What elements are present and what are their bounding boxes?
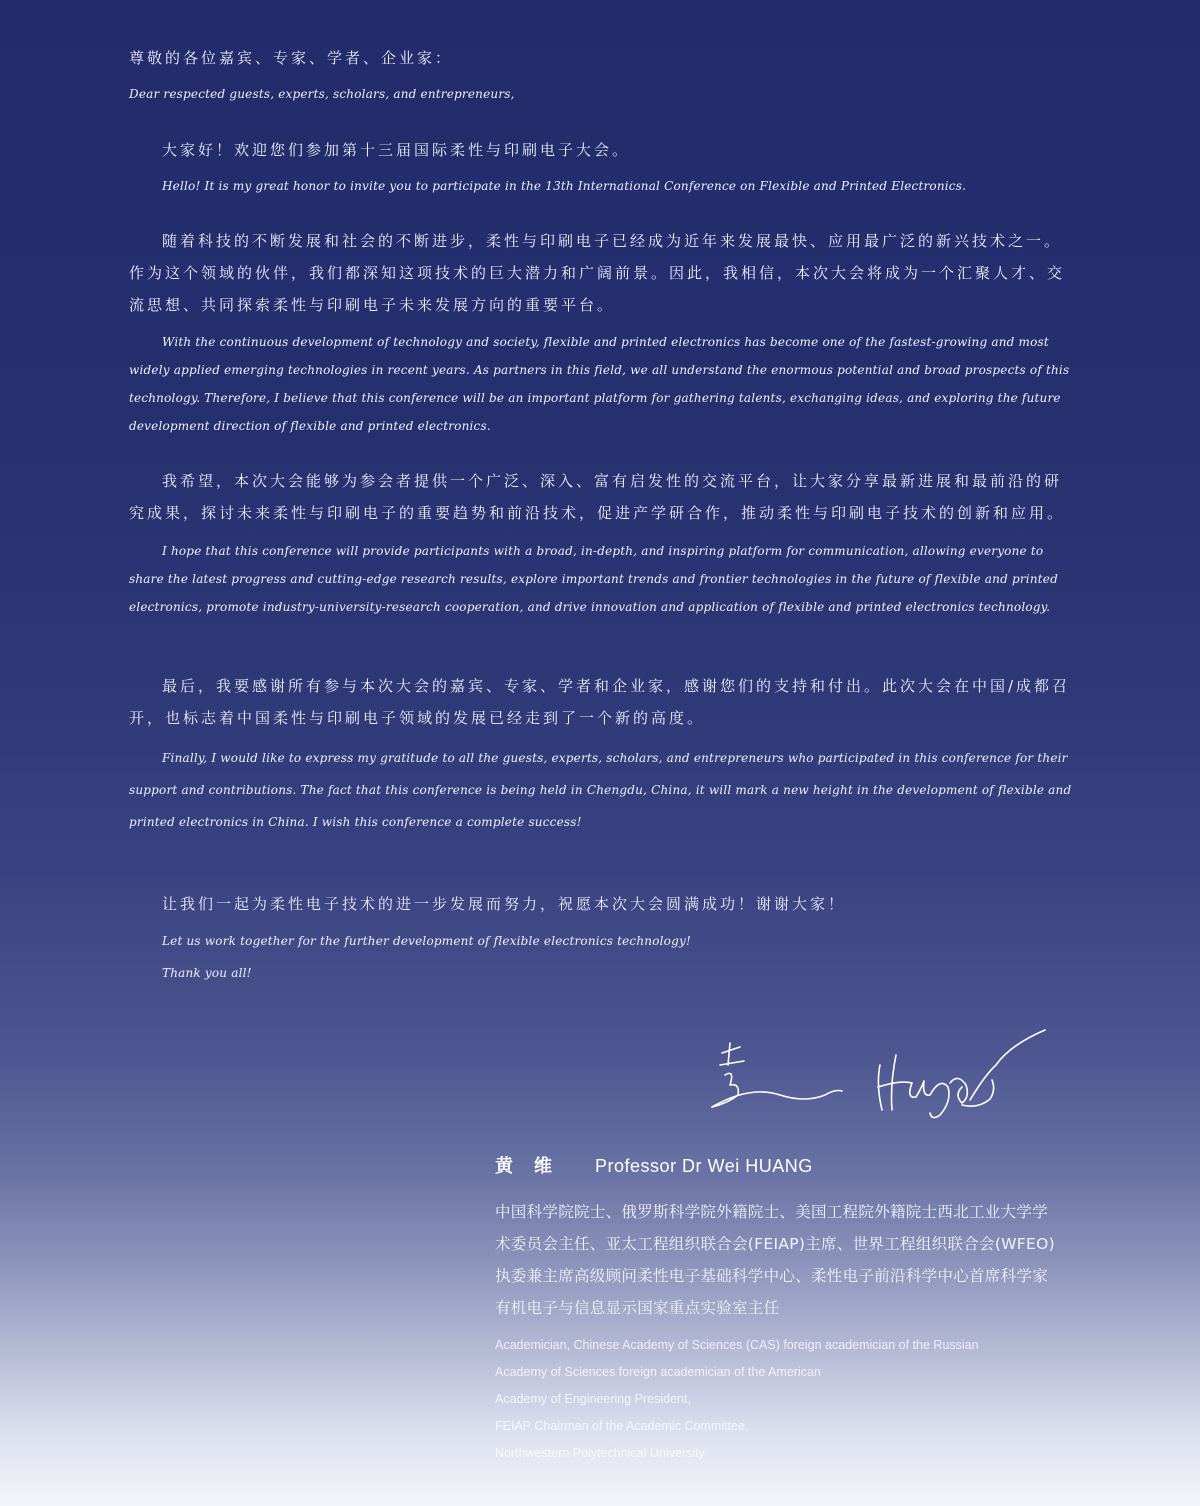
title-zh-line: 术委员会主任、亚太工程组织联合会(FEIAP)主席、世界工程组织联合会(WFEO) [495, 1235, 1055, 1253]
paragraph-3-zh: 最后，我要感谢所有参与本次大会的嘉宾、专家、学者和企业家，感谢您们的支持和付出。此次大会在中国/成都召开，也标志着中国柔性与印刷电子领域的发展已经走到了一个新的高度。 [129, 677, 1071, 727]
greeting-zh: 大家好！欢迎您们参加第十三届国际柔性与印刷电子大会。 [162, 141, 631, 159]
closing-en-line-1: Let us work together for the further development of flexible electronics technology! [162, 934, 691, 948]
closing-zh: 让我们一起为柔性电子技术的进一步发展而努力，祝愿本次大会圆满成功！谢谢大家！ [162, 895, 847, 913]
title-en-line: Northwestern Polytechnical University [495, 1446, 705, 1460]
greeting-en: Hello! It is my great honor to invite you to participate in the 13th International Conference on Flexible and Printed Electronics. [162, 179, 967, 193]
salutation-zh: 尊敬的各位嘉宾、专家、学者、企业家： [129, 49, 454, 67]
paragraph-3-en: Finally, I would like to express my gratitude to all the guests, experts, scholars, and entrepreneurs who participated in this conference for their support and contributions. The fact that this conference is being held in Chengdu, China, it will mark a new height in the development of flexible and printed electronics in China. I wish this conference a complete success! [129, 751, 1072, 829]
signer-titles-zh [495, 1196, 1085, 1324]
title-en-line: Academy of Engineering President, [495, 1392, 691, 1406]
paragraph-1-zh: 随着科技的不断发展和社会的不断进步，柔性与印刷电子已经成为近年来发展最快、应用最广泛的新兴技术之一。作为这个领域的伙伴，我们都深知这项技术的巨大潜力和广阔前景。因此，我相信，本次大会将成为一个汇聚人才、交流思想、共同探索柔性与印刷电子未来发展方向的重要平台。 [129, 232, 1066, 314]
title-zh-line: 中国科学院院士、俄罗斯科学院外籍院士、美国工程院外籍院士西北工业大学学 [495, 1203, 1049, 1221]
paragraph-1-en: With the continuous development of technology and society, flexible and printed electronics has become one of the fastest-growing and most widely applied emerging technologies in recent years. As partners in this field, we all understand the enormous potential and broad prospects of this technology. Therefore, I believe that this conference will be an important platform for gathering talents, exchanging ideas, and exploring the future development direction of flexible and printed electronics. [129, 335, 1070, 433]
title-en-line: Academy of Sciences foreign academician of the American [495, 1365, 821, 1379]
title-en-line: FEIAP Chairman of the Academic Committee, [495, 1419, 749, 1433]
title-zh-line: 有机电子与信息显示国家重点实验室主任 [495, 1299, 780, 1317]
closing-en-line-2: Thank you all! [162, 966, 252, 980]
signer-name [495, 1152, 813, 1178]
paragraph-2-en: I hope that this conference will provide participants with a broad, in-depth, and inspiring platform for communication, allowing everyone to share the latest progress and cutting-edge research results, explore important trends and frontier technologies in the future of flexible and printed electronics, promote industry-university-research cooperation, and drive innovation and application of flexible and printed electronics technology. [129, 544, 1058, 614]
title-zh-line: 执委兼主席高级顾问柔性电子基础科学中心、柔性电子前沿科学中心首席科学家 [495, 1267, 1049, 1285]
salutation-en: Dear respected guests, experts, scholars, and entrepreneurs, [129, 87, 515, 101]
signer-titles-en [495, 1332, 1085, 1467]
signer-name-en: Professor Dr Wei HUANG [595, 1156, 813, 1176]
handwritten-signature [700, 1025, 1050, 1125]
paragraph-2-zh: 我希望，本次大会能够为参会者提供一个广泛、深入、富有启发性的交流平台，让大家分享最新进展和最前沿的研究成果，探讨未来柔性与印刷电子的重要趋势和前沿技术，促进产学研合作，推动柔性与印刷电子技术的创新和应用。 [129, 472, 1066, 522]
signer-name-zh: 黄 维 [495, 1156, 561, 1176]
title-en-line: Academician, Chinese Academy of Sciences (CAS) foreign academician of the Russian [495, 1338, 979, 1352]
